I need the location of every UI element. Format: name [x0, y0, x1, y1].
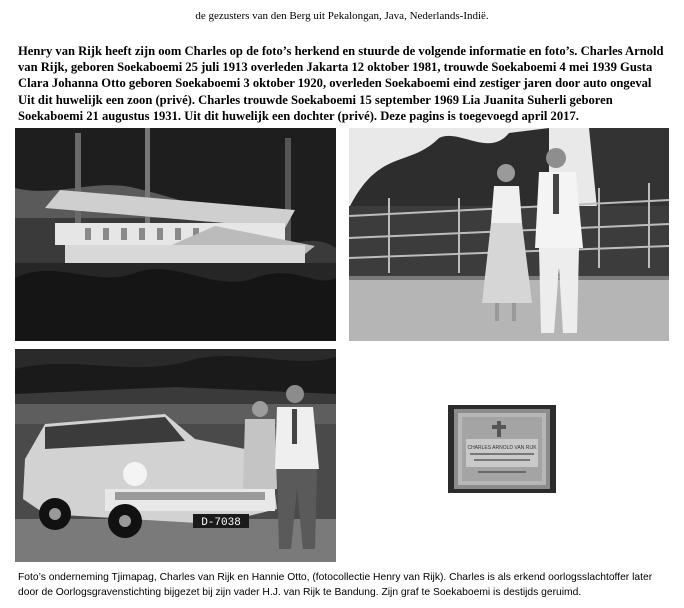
- plaque-inscription: CHARLES ARNOLD VAN RIJK: [467, 445, 537, 451]
- photo-caption: Foto’s onderneming Tjimapag, Charles van Rijk en Hannie Otto, (fotocollectie Henry van Rijk). Charles is als erkend oorlogsslachtoffer later door de Oorlogsgravenstichting bijgezet bij zijn vader H.J. van Rijk te Bandung. Zijn graf te Soekaboemi is destijds geruimd.: [18, 572, 653, 598]
- car-license-plate: D-7038: [201, 517, 241, 529]
- photo-car-people: [15, 349, 336, 562]
- photo-grave-plaque: [448, 405, 556, 493]
- photo-plantation-building: [15, 128, 336, 341]
- page-subtitle: de gezusters van den Berg uit Pekalongan, Java, Nederlands-Indië.: [195, 10, 489, 22]
- photo-couple: [349, 128, 669, 341]
- intro-paragraph: Henry van Rijk heeft zijn oom Charles op de foto’s herkend en stuurde de volgende informatie en foto’s. Charles Arnold van Rijk, geboren Soekaboemi 25 juli 1913 overleden Jakarta 12 oktober 1981, trouwde Soekaboemi 4 mei 1939 Gusta Clara Johanna Otto geboren Soekaboemi 3 oktober 1920, overleden Soekaboemi eind zestiger jaren door auto ongeval Uit dit huwelijk een zoon (privé). Charles trouwde Soekaboemi 15 september 1969 Lia Juanita Suherli geboren Soekaboemi 21 augustus 1931. Uit dit huwelijk een dochter (privé). Deze pagins is toegevoegd april 2017.: [18, 44, 664, 123]
